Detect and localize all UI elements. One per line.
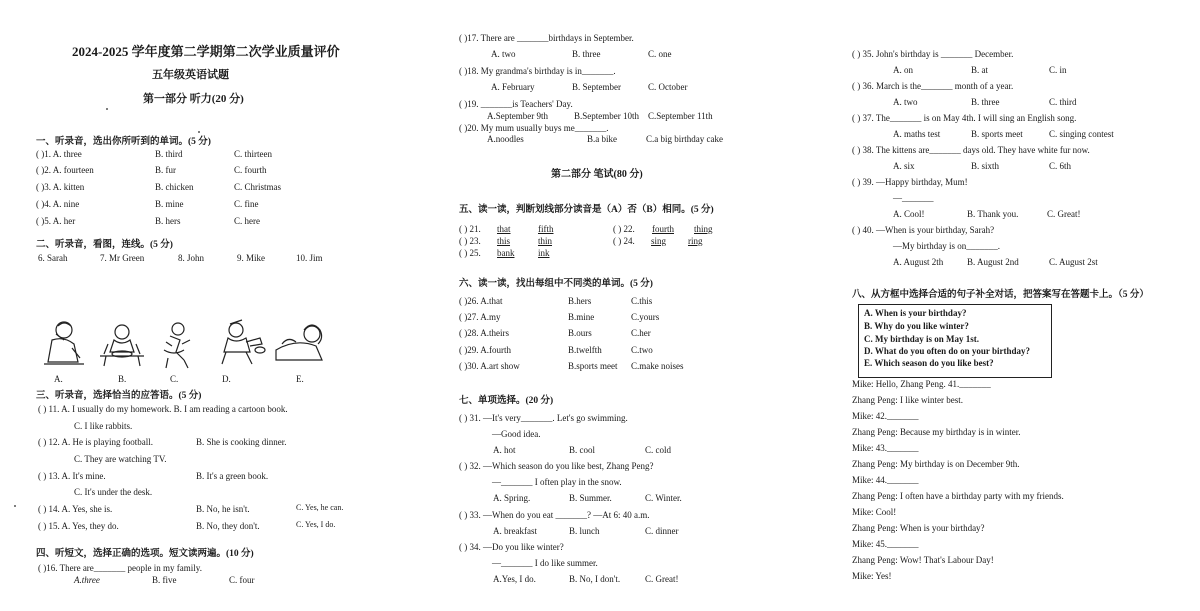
q19-stem: ( )19. _______is Teachers' Day. bbox=[459, 99, 573, 109]
q24-word1: sing bbox=[651, 236, 667, 246]
q20-a: A.noodles bbox=[487, 134, 524, 144]
q18-a: A. February bbox=[491, 82, 535, 92]
q22-paren: ( ) 22. bbox=[613, 224, 635, 234]
part1-title: 第一部分 听力(20 分) bbox=[143, 93, 244, 105]
q17-a: A. two bbox=[491, 49, 516, 59]
q15-c: C. Yes, I do. bbox=[296, 520, 336, 529]
exam-title: 2024-2025 学年度第二学期第二次学业质量评价 bbox=[72, 44, 340, 59]
q23-word1: this bbox=[497, 236, 511, 246]
q14-a: ( ) 14. A. Yes, she is. bbox=[38, 504, 113, 514]
q30-a: ( )30. A.art show bbox=[459, 361, 520, 371]
q27-a: ( )27. A.my bbox=[459, 312, 501, 322]
q31-stem: ( ) 31. —It's very_______. Let's go swimming. bbox=[459, 413, 628, 423]
q1-a: ( )1. A. three bbox=[36, 149, 82, 159]
picture-d-cooking-kid-icon bbox=[212, 318, 268, 370]
name-jim: 10. Jim bbox=[296, 253, 323, 263]
q37-a: A. maths test bbox=[893, 129, 941, 139]
q16-c: C. four bbox=[229, 575, 255, 585]
q26-a: ( )26. A.that bbox=[459, 296, 503, 306]
q2-a: ( )2. A. fourteen bbox=[36, 165, 94, 175]
q23-paren: ( ) 23. bbox=[459, 236, 481, 246]
section4-title: 四、听短文，选择正确的选项。短文读两遍。(10 分) bbox=[36, 549, 254, 559]
q25-word2: ink bbox=[538, 248, 550, 258]
scan-speck bbox=[14, 505, 16, 507]
q21-word2: fifth bbox=[538, 224, 554, 234]
q16-a: A.three bbox=[74, 575, 100, 585]
q28-c: C.her bbox=[631, 328, 651, 338]
q37-b: B. sports meet bbox=[971, 129, 1023, 139]
q21-paren: ( ) 21. bbox=[459, 224, 481, 234]
box-option-c: C. My birthday is on May 1st. bbox=[864, 334, 980, 344]
dialog-line-11: Mike: 45._______ bbox=[852, 539, 919, 549]
dialog-line-9: Mike: Cool! bbox=[852, 507, 897, 517]
q13-b: B. It's a green book. bbox=[196, 471, 269, 481]
q33-b: B. lunch bbox=[569, 526, 600, 536]
q17-stem: ( )17. There are _______birthdays in September. bbox=[459, 33, 634, 43]
q29-c: C.two bbox=[631, 345, 653, 355]
q39-c: C. Great! bbox=[1047, 209, 1081, 219]
box-option-d: D. What do you often do on your birthday? bbox=[864, 346, 1030, 356]
q32-b: B. Summer. bbox=[569, 493, 612, 503]
q19-c: C.September 11th bbox=[648, 111, 713, 121]
q22-word2: thing bbox=[694, 224, 713, 234]
grade-title: 五年级英语试题 bbox=[152, 69, 229, 81]
q39-b: B. Thank you. bbox=[967, 209, 1019, 219]
q15-b: B. No, they don't. bbox=[196, 521, 260, 531]
q24-paren: ( ) 24. bbox=[613, 236, 635, 246]
q5-c: C. here bbox=[234, 216, 260, 226]
q30-b: B.sports meet bbox=[568, 361, 618, 371]
dialog-line-7: Mike: 44._______ bbox=[852, 475, 919, 485]
q34-reply: —_______ I do like summer. bbox=[492, 558, 598, 568]
picture-label-e: E. bbox=[296, 374, 304, 384]
q34-b: B. No, I don't. bbox=[569, 574, 621, 584]
q4-a: ( )4. A. nine bbox=[36, 199, 80, 209]
q27-b: B.mine bbox=[568, 312, 595, 322]
dialog-line-4: Zhang Peng: Because my birthday is in winter. bbox=[852, 427, 1021, 437]
box-option-a: A. When is your birthday? bbox=[864, 308, 967, 318]
name-john: 8. John bbox=[178, 253, 205, 263]
picture-label-d: D. bbox=[222, 374, 231, 384]
q3-b: B. chicken bbox=[155, 182, 194, 192]
q15-a: ( ) 15. A. Yes, they do. bbox=[38, 521, 119, 531]
q25-paren: ( ) 25. bbox=[459, 248, 481, 258]
dialog-line-10: Zhang Peng: When is your birthday? bbox=[852, 523, 985, 533]
q35-a: A. on bbox=[893, 65, 913, 75]
picture-a-thinking-boy-icon bbox=[38, 318, 88, 370]
q24-word2: ring bbox=[688, 236, 703, 246]
q18-stem: ( )18. My grandma's birthday is in_______. bbox=[459, 66, 616, 76]
q38-a: A. six bbox=[893, 161, 915, 171]
q29-b: B.twelfth bbox=[568, 345, 602, 355]
q34-c: C. Great! bbox=[645, 574, 679, 584]
q38-c: C. 6th bbox=[1049, 161, 1072, 171]
q2-b: B. fur bbox=[155, 165, 176, 175]
q35-stem: ( ) 35. John's birthday is _______ December. bbox=[852, 49, 1014, 59]
q30-c: C.make noises bbox=[631, 361, 684, 371]
q4-c: C. fine bbox=[234, 199, 259, 209]
section2-title: 二、听录音，看图，连线。(5 分) bbox=[36, 240, 173, 250]
q38-b: B. sixth bbox=[971, 161, 1000, 171]
q27-c: C.yours bbox=[631, 312, 660, 322]
q20-stem: ( )20. My mum usually buys me_______. bbox=[459, 123, 609, 133]
q40-c: C. August 2st bbox=[1049, 257, 1098, 267]
name-sarah: 6. Sarah bbox=[38, 253, 68, 263]
q31-reply: —Good idea. bbox=[492, 429, 541, 439]
q32-stem: ( ) 32. —Which season do you like best, Zhang Peng? bbox=[459, 461, 654, 471]
q17-c: C. one bbox=[648, 49, 672, 59]
q21-word1: that bbox=[497, 224, 511, 234]
section5-title: 五、读一读，判断划线部分读音是（A）否（B）相同。(5 分) bbox=[459, 205, 714, 215]
dialog-line-13: Mike: Yes! bbox=[852, 571, 892, 581]
picture-b-eating-boy-icon bbox=[96, 322, 148, 370]
q20-c: C.a big birthday cake bbox=[646, 134, 723, 144]
q37-stem: ( ) 37. The_______ is on May 4th. I will sing an English song. bbox=[852, 113, 1077, 123]
q5-a: ( )5. A. her bbox=[36, 216, 76, 226]
q11-line: ( ) 11. A. I usually do my homework. B. I am reading a cartoon book. bbox=[38, 404, 288, 414]
q28-a: ( )28. A.theirs bbox=[459, 328, 509, 338]
q13-a: ( ) 13. A. It's mine. bbox=[38, 471, 106, 481]
q26-c: C.this bbox=[631, 296, 653, 306]
q36-stem: ( ) 36. March is the_______ month of a year. bbox=[852, 81, 1014, 91]
q5-b: B. hers bbox=[155, 216, 181, 226]
q22-word1: fourth bbox=[652, 224, 674, 234]
q31-c: C. cold bbox=[645, 445, 671, 455]
q14-c: C. Yes, he can. bbox=[296, 503, 344, 512]
q38-stem: ( ) 38. The kittens are_______ days old. They have white fur now. bbox=[852, 145, 1090, 155]
q18-b: B. September bbox=[572, 82, 621, 92]
picture-label-b: B. bbox=[118, 374, 127, 384]
q40-a: A. August 2th bbox=[893, 257, 944, 267]
q3-c: C. Christmas bbox=[234, 182, 282, 192]
q39-stem: ( ) 39. —Happy birthday, Mum! bbox=[852, 177, 968, 187]
name-mr-green: 7. Mr Green bbox=[100, 253, 145, 263]
q32-a: A. Spring. bbox=[493, 493, 531, 503]
q35-b: B. at bbox=[971, 65, 988, 75]
q13-c: C. It's under the desk. bbox=[74, 487, 153, 497]
q33-stem: ( ) 33. —When do you eat _______? —At 6: 40 a.m. bbox=[459, 510, 650, 520]
q40-stem: ( ) 40. —When is your birthday, Sarah? bbox=[852, 225, 995, 235]
picture-e-sleeping-girl-icon bbox=[272, 320, 328, 366]
section3-title: 三、听录音，选择恰当的应答语。(5 分) bbox=[36, 391, 202, 401]
q39-a: A. Cool! bbox=[893, 209, 925, 219]
section6-title: 六、读一读，找出每组中不同类的单词。(5 分) bbox=[459, 279, 653, 289]
q33-c: C. dinner bbox=[645, 526, 679, 536]
q40-b: B. August 2nd bbox=[967, 257, 1019, 267]
q39-reply: —_______ bbox=[893, 193, 934, 203]
q14-b: B. No, he isn't. bbox=[196, 504, 250, 514]
q36-b: B. three bbox=[971, 97, 1000, 107]
q34-a: A.Yes, I do. bbox=[493, 574, 536, 584]
dialog-line-6: Zhang Peng: My birthday is on December 9th. bbox=[852, 459, 1020, 469]
q18-c: C. October bbox=[648, 82, 688, 92]
q32-c: C. Winter. bbox=[645, 493, 682, 503]
section7-title: 七、单项选择。(20 分) bbox=[459, 396, 554, 406]
q23-word2: thin bbox=[538, 236, 553, 246]
q35-c: C. in bbox=[1049, 65, 1067, 75]
q29-a: ( )29. A.fourth bbox=[459, 345, 511, 355]
scan-speck bbox=[106, 108, 108, 110]
dialog-line-12: Zhang Peng: Wow! That's Labour Day! bbox=[852, 555, 994, 565]
dialog-line-1: Mike: Hello, Zhang Peng. 41._______ bbox=[852, 379, 991, 389]
q34-stem: ( ) 34. —Do you like winter? bbox=[459, 542, 564, 552]
q20-b: B.a bike bbox=[587, 134, 617, 144]
dialog-line-8: Zhang Peng: I often have a birthday party with my friends. bbox=[852, 491, 1064, 501]
section1-title: 一、听录音，选出你所听到的单词。(5 分) bbox=[36, 137, 211, 147]
picture-label-c: C. bbox=[170, 374, 179, 384]
q12-a: ( ) 12. A. He is playing football. bbox=[38, 437, 153, 447]
dialog-line-2: Zhang Peng: I like winter best. bbox=[852, 395, 963, 405]
part2-title: 第二部分 笔试(80 分) bbox=[551, 169, 643, 180]
picture-c-climbing-kid-icon bbox=[156, 320, 196, 370]
q16-stem: ( )16. There are_______ people in my family. bbox=[38, 563, 202, 573]
q1-c: C. thirteen bbox=[234, 149, 272, 159]
box-option-e: E. Which season do you like best? bbox=[864, 358, 994, 368]
scan-speck bbox=[198, 131, 200, 133]
q17-b: B. three bbox=[572, 49, 601, 59]
q19-b: B.September 10th bbox=[574, 111, 639, 121]
q12-b: B. She is cooking dinner. bbox=[196, 437, 287, 447]
dialog-line-3: Mike: 42._______ bbox=[852, 411, 919, 421]
q33-a: A. breakfast bbox=[493, 526, 537, 536]
q37-c: C. singing contest bbox=[1049, 129, 1114, 139]
q19-a: A.September 9th bbox=[487, 111, 548, 121]
q12-c: C. They are watching TV. bbox=[74, 454, 167, 464]
q32-reply: —_______ I often play in the snow. bbox=[492, 477, 622, 487]
box-option-b: B. Why do you like winter? bbox=[864, 321, 969, 331]
q36-c: C. third bbox=[1049, 97, 1077, 107]
q4-b: B. mine bbox=[155, 199, 184, 209]
section8-title: 八、从方框中选择合适的句子补全对话，把答案写在答题卡上。（5 分） bbox=[852, 290, 1149, 300]
q28-b: B.ours bbox=[568, 328, 592, 338]
q40-reply: —My birthday is on_______. bbox=[893, 241, 1000, 251]
q11-c: C. I like rabbits. bbox=[74, 421, 133, 431]
q26-b: B.hers bbox=[568, 296, 592, 306]
q2-c: C. fourth bbox=[234, 165, 267, 175]
name-mike: 9. Mike bbox=[237, 253, 265, 263]
q3-a: ( )3. A. kitten bbox=[36, 182, 85, 192]
q25-word1: bank bbox=[497, 248, 515, 258]
q31-b: B. cool bbox=[569, 445, 595, 455]
dialog-line-5: Mike: 43._______ bbox=[852, 443, 919, 453]
q16-b: B. five bbox=[152, 575, 177, 585]
q1-b: B. third bbox=[155, 149, 183, 159]
q36-a: A. two bbox=[893, 97, 918, 107]
q31-a: A. hot bbox=[493, 445, 516, 455]
picture-label-a: A. bbox=[54, 374, 63, 384]
